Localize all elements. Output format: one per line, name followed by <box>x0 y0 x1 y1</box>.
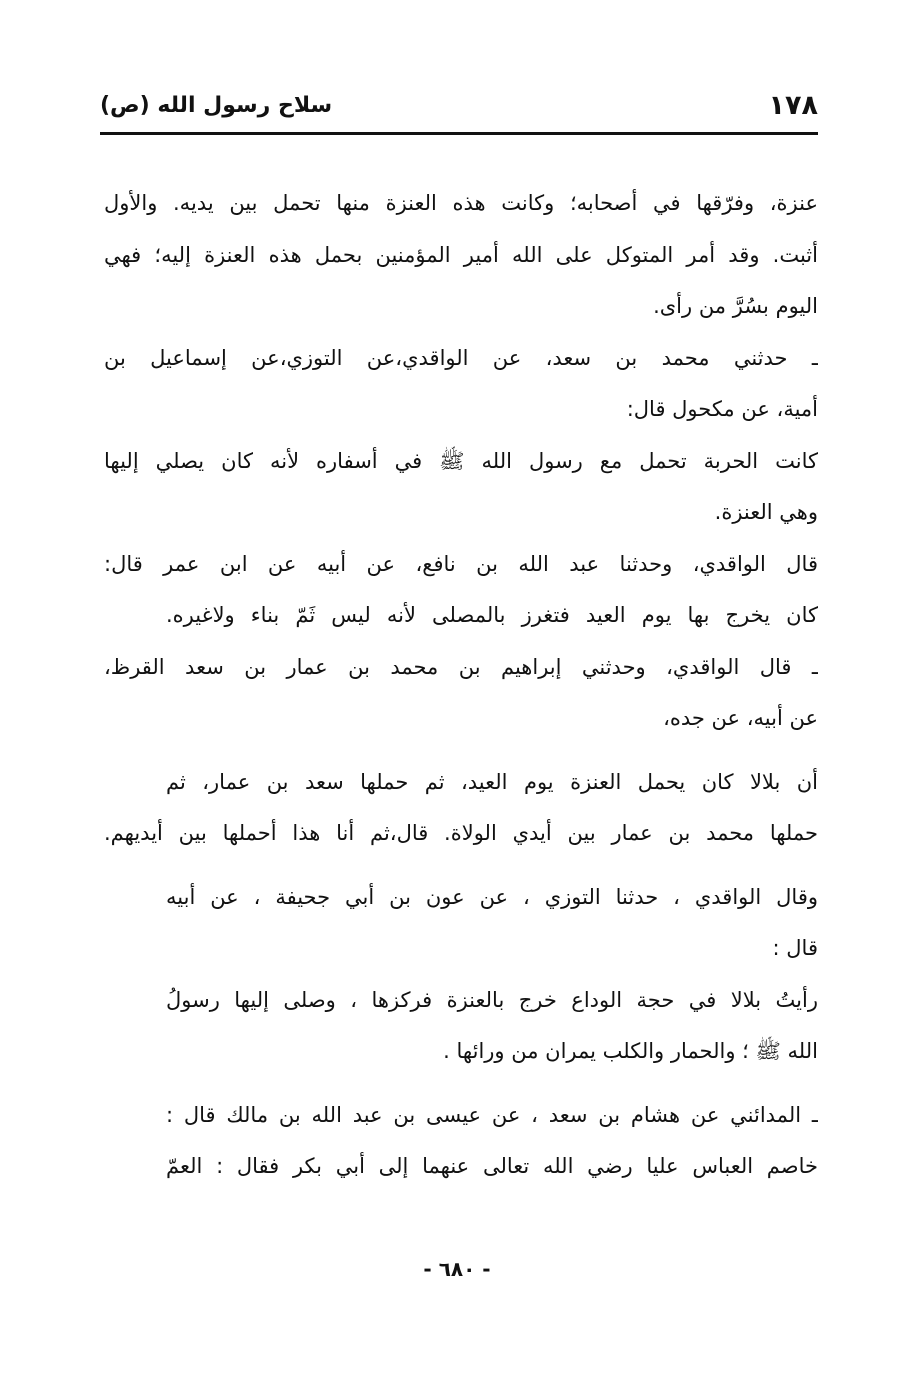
header-divider <box>100 132 818 135</box>
text-line: ـ المدائني عن هشام بن سعد ، عن عيسى بن عبد الله بن مالك قال : <box>166 1102 818 1127</box>
text-line: عن أبيه، عن جده، <box>663 706 818 730</box>
footer-page-label: - ٦٨٠ - <box>423 1257 491 1281</box>
text-line: قال الواقدي، وحدثنا عبد الله بن نافع، عن أبيه عن ابن عمر قال: <box>104 551 818 576</box>
text-line: أن بلالا كان يحمل العنزة يوم العيد، ثم حملها سعد بن عمار، ثم <box>166 769 818 794</box>
page-header <box>100 86 818 126</box>
text-line: الله ﷺ ؛ والحمار والكلب يمران من ورائها . <box>443 1039 818 1063</box>
text-line: أمية، عن مكحول قال: <box>626 397 818 421</box>
text-line: حملها محمد بن عمار بين أيدي الولاة. قال،ثم أنا هذا أحملها بين أيديهم. <box>104 821 818 845</box>
text-line: كان يخرج بها يوم العيد فتغرز بالمصلى لأنه ليس ثَمّ بناء ولاغيره. <box>166 603 818 627</box>
running-title: سلاح رسول الله (ص) <box>100 93 333 118</box>
text-line: ـ حدثني محمد بن سعد، عن الواقدي،عن التوزي،عن إسماعيل بن <box>104 345 818 370</box>
page-number: ١٧٨ <box>768 90 818 121</box>
text-line: خاصم العباس عليا رضي الله تعالى عنهما إلى أبي بكر فقال : العمّ <box>166 1154 818 1178</box>
text-line: اليوم بسُرَّ من رأى. <box>653 294 818 318</box>
text-line: عنزة، وفرّقها في أصحابه؛ وكانت هذه العنزة منها تحمل بين يديه. والأول <box>104 191 818 215</box>
text-line: أثبت. وقد أمر المتوكل على الله أمير المؤمنين بحمل هذه العنزة إليه؛ فهي <box>104 242 818 267</box>
page-body <box>104 178 818 1193</box>
text-line: كانت الحربة تحمل مع رسول الله ﷺ في أسفاره لأنه كان يصلي إليها <box>104 448 818 473</box>
text-line: رأيتُ بلالا في حجة الوداع خرج بالعنزة فركزها ، وصلى إليها رسولُ <box>166 987 818 1012</box>
text-line: ـ قال الواقدي، وحدثني إبراهيم بن محمد بن عمار بن سعد القرظ، <box>104 654 818 679</box>
page-footer <box>0 1254 914 1284</box>
text-line: وقال الواقدي ، حدثنا التوزي ، عن عون بن أبي جحيفة ، عن أبيه <box>166 884 818 909</box>
text-line: وهي العنزة. <box>714 500 818 524</box>
text-line: قال : <box>772 936 818 960</box>
